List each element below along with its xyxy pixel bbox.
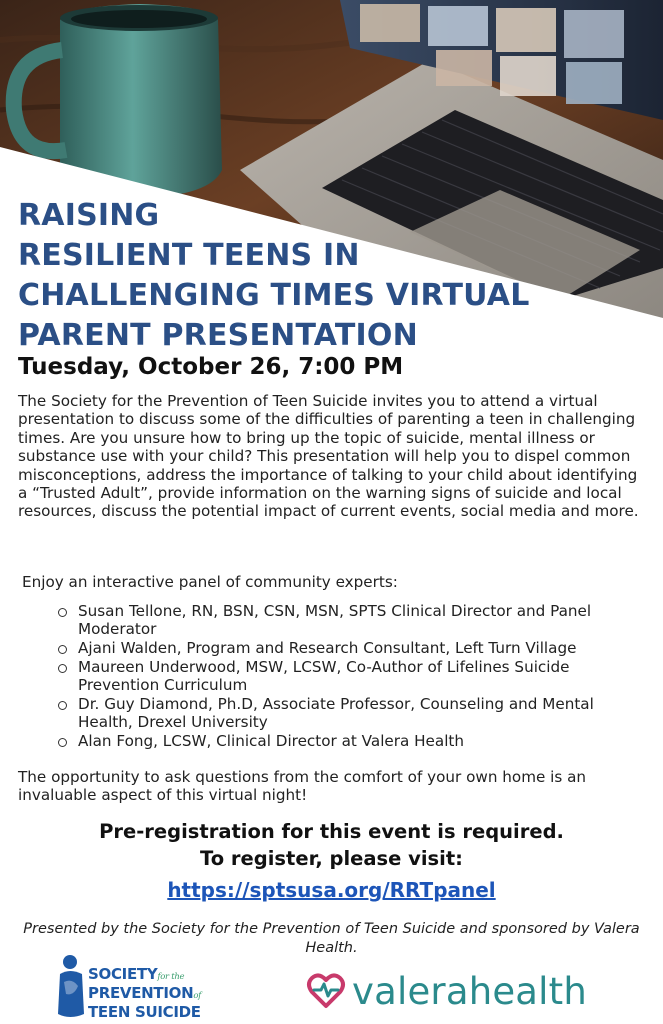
presented-by: Presented by the Society for the Prevention of Teen Suicide and sponsored by Valera Health. [23,921,640,956]
panel-member-list [58,602,628,751]
valera-wordmark: valerahealth [352,969,588,1013]
spts-word-teen-suicide: TEEN SUICIDE [88,1003,201,1021]
opportunity-text: The opportunity to ask questions from the comfort of your own home is an invaluable aspect of this virtual night! [18,768,587,805]
panel-member: Ajani Walden, Program and Research Consultant, Left Turn Village [58,639,628,657]
registration-notice [0,818,663,872]
valera-health-logo [306,967,587,1015]
spts-figure-icon [56,952,88,1020]
title-line: RESILIENT TEENS IN [18,238,360,273]
spts-of: of [193,991,201,1001]
title-line: CHALLENGING TIMES VIRTUAL [18,278,530,313]
registration-link-row [0,878,663,902]
panel-member: Alan Fong, LCSW, Clinical Director at Valera Health [58,732,628,750]
registration-instruction: To register, please visit: [200,847,463,870]
spts-word-society: SOCIETY [88,965,158,983]
spts-for-the: for the [157,972,185,982]
spts-word-prevention: PREVENTION [88,984,194,1002]
spts-logo [56,952,226,1020]
heart-pulse-icon [306,971,346,1011]
event-description: The Society for the Prevention of Teen Suicide invites you to attend a virtual presentation to discuss some of the difficulties of parenting a teen in challenging times. Are you unsure how to bring up the topic of suicide, mental illness or substance use with your child? This presentation will help you to dispel common misconceptions, address the importance of talking to your child about identifying a “Trusted Adult”, provide information on the warning signs of suicide and local resources, discuss the potential impact of current events, social media and more. [18,392,639,521]
registration-link[interactable]: https://sptsusa.org/RRTpanel [167,878,496,902]
event-date: Tuesday, October 26, 7:00 PM [18,354,404,380]
panel-intro: Enjoy an interactive panel of community experts: [22,573,398,591]
title-line: RAISING [18,198,160,233]
panel-member: Susan Tellone, RN, BSN, CSN, MSN, SPTS Clinical Director and Panel Moderator [58,602,628,638]
spts-wordmark [88,966,201,1020]
registration-required: Pre-registration for this event is required. [99,820,564,843]
panel-member: Maureen Underwood, MSW, LCSW, Co-Author of Lifelines Suicide Prevention Curriculum [58,658,628,694]
event-title [18,196,578,356]
title-line: PARENT PRESENTATION [18,318,418,353]
panel-member: Dr. Guy Diamond, Ph.D, Associate Professor, Counseling and Mental Health, Drexel University [58,695,628,731]
